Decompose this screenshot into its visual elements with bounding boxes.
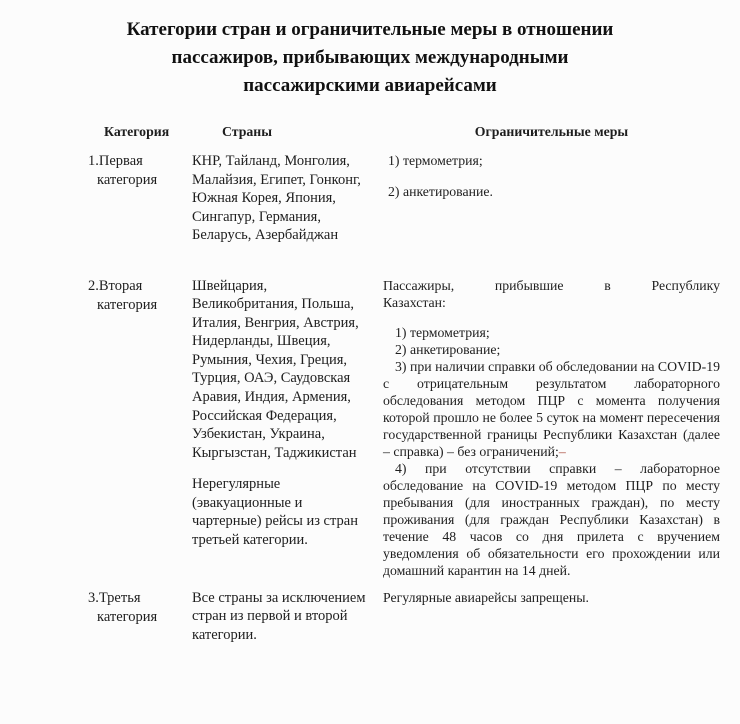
table-row-category-2 [88,277,720,579]
category-cell: 2.Вторая категория [88,277,158,313]
countries-list: Все страны за исключением стран из первой и второй категории. [192,589,366,643]
measures-intro: Казахстан: [383,294,446,310]
countries-list: Швейцария, Великобритания, Польша, Италия, Венгрия, Австрия, Нидерланды, Швеция, Румыния, Чехия, Греция, Турция, ОАЭ, Саудовская Аравия, Индия, Армения, Российская Федерация, Узбекистан, Украина, Кыргызстан, Таджикистан [192,277,359,461]
countries-cell [192,152,383,245]
red-dash-mark: – [558,443,566,459]
measure-item-text: 3) при наличии справки об обследовании на COVID-19 с отрицательным результатом лабораторного обследования методом ПЦР с момента получения которой прошло не более 5 суток на момент пересечения государственной границы Республики Казахстан (далее – справка) – без ограничений; [383,358,720,459]
countries-cell [192,589,383,645]
countries-cell [192,277,383,579]
page-title-line: Категории стран и ограничительные меры в отношении [126,19,614,40]
measure-item: 2) анкетирование; [395,341,501,357]
table-header-row [88,123,720,140]
page-title-line: пассажиров, прибывающих международными [171,47,569,68]
measure-item: 1) термометрия; [395,324,490,340]
measures-cell [383,152,720,245]
table-row-category-1 [88,152,720,245]
page-title [70,16,670,100]
countries-note: Нерегулярные (эвакуационные и чартерные) рейсы из стран третьей категории. [192,476,358,548]
category-cell: 3.Третья категория [88,589,158,625]
column-header-measures: Ограничительные меры [474,124,629,139]
measures-cell [383,277,720,579]
measure-item [383,358,720,460]
countries-list: КНР, Тайланд, Монголия, Малайзия, Египет, Гонконг, Южная Корея, Япония, Сингапур, Германия, Беларусь, Азербайджан [192,153,361,244]
page-title-line: пассажирскими авиарейсами [243,75,497,96]
measures-intro: Пассажиры, прибывшие в Республику [383,277,720,293]
measure-item: 1) термометрия; [388,153,483,168]
measure-item: 2) анкетирование. [388,184,493,199]
column-header-countries: Страны [222,124,273,139]
category-cell: 1.Первая категория [88,153,158,188]
table-row-category-3 [88,589,720,645]
column-header-category: Категория [104,124,170,139]
measures-cell [383,589,720,645]
measure-item: Регулярные авиарейсы запрещены. [383,589,589,605]
measure-item: 4) при отсутствии справки – лабораторное обследование на COVID-19 методом ПЦР по месту пребывания (для иностранных граждан), по месту проживания (для граждан Республики Казахстан) в течение 48 часов со дня прилета с вручением уведомления об обязательности его прохождении или домашний карантин на 14 дней. [383,460,720,578]
